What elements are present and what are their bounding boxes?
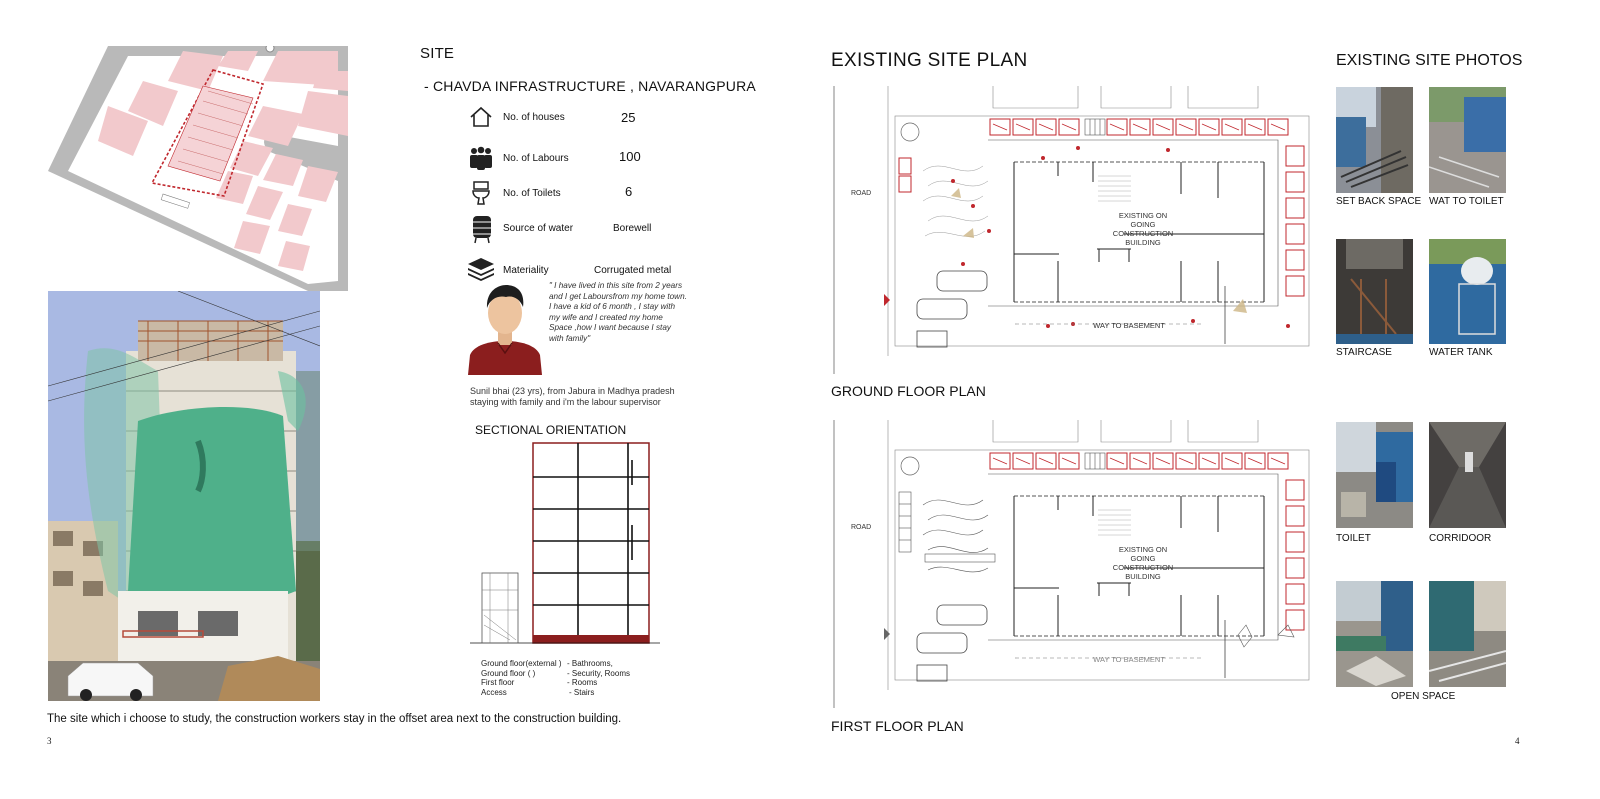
- basement-label: WAY TO BASEMENT: [1093, 321, 1165, 330]
- sectional-diagram: [470, 440, 660, 646]
- first-floor-plan: [833, 420, 1311, 710]
- stat-label: No. of houses: [503, 112, 565, 123]
- site-stats: [465, 104, 695, 284]
- stat-value: Borewell: [613, 223, 652, 234]
- legend-floor: First floor: [481, 678, 515, 688]
- photo-toilet: [1336, 422, 1413, 528]
- site-context-map: [48, 46, 348, 291]
- building-label: GOING: [1130, 220, 1156, 229]
- photo-caption: WATER TANK: [1429, 347, 1493, 358]
- page-caption: The site which i choose to study, the construction workers stay in the offset area next to the construction building.: [47, 713, 622, 725]
- building-label: BUILDING: [1125, 572, 1161, 581]
- building-label: BUILDING: [1125, 238, 1161, 247]
- stat-value: 100: [619, 149, 641, 164]
- photo-corridor: [1429, 422, 1506, 528]
- quote-line: I have a kid of 6 month , I stay with: [549, 302, 676, 311]
- photo-set-back-space: [1336, 87, 1413, 193]
- photo-caption: CORRIDOOR: [1429, 533, 1492, 544]
- stat-label: No. of Labours: [503, 153, 569, 164]
- photo-caption: STAIRCASE: [1336, 347, 1392, 358]
- stat-value: Corrugated metal: [594, 265, 672, 276]
- legend-use: - Security, Rooms: [567, 668, 630, 678]
- photo-caption: WAT TO TOILET: [1429, 196, 1504, 207]
- quote-line: with family": [549, 333, 591, 343]
- quote-line: my wife and I created my home: [549, 312, 663, 322]
- legend-use: - Bathrooms,: [567, 659, 613, 668]
- legend-use: - Stairs: [569, 687, 595, 697]
- stat-value: 25: [621, 110, 636, 125]
- caption-line: staying with family and i'm the labour supervisor: [470, 397, 661, 407]
- layers-icon: [466, 256, 496, 282]
- road-label: ROAD: [851, 524, 872, 531]
- photo-way-to-toilet: [1429, 87, 1506, 193]
- quote-line: Space ,how I want because I stay: [549, 323, 671, 332]
- photo-caption: TOILET: [1336, 533, 1371, 544]
- ground-floor-caption: GROUND FLOOR PLAN: [831, 383, 986, 399]
- page-number-right: 4: [1515, 736, 1520, 746]
- site-name: - CHAVDA INFRASTRUCTURE , NAVARANGPURA: [424, 78, 756, 94]
- supervisor-caption: [470, 386, 675, 408]
- stat-label: Source of water: [503, 223, 574, 234]
- stat-label: No. of Toilets: [503, 188, 561, 199]
- toilet-icon: [471, 180, 491, 206]
- caption-line: Sunil bhai (23 yrs), from Jabura in Madhya pradesh: [470, 386, 675, 396]
- photo-staircase: [1336, 239, 1413, 344]
- page-number-left: 3: [47, 736, 52, 746]
- water-tank-icon: [471, 214, 493, 244]
- photo-open-space-1: [1336, 581, 1413, 687]
- road-label: ROAD: [851, 190, 872, 197]
- stat-value: 6: [625, 184, 633, 199]
- site-photos-title: EXISTING SITE PHOTOS: [1336, 52, 1523, 69]
- site-plan-title: EXISTING SITE PLAN: [831, 50, 1028, 71]
- building-label: EXISTING ON: [1118, 545, 1168, 554]
- photo-caption: SET BACK SPACE: [1336, 196, 1422, 207]
- quote-line: " I have lived in this site from 2 years: [549, 281, 683, 290]
- legend-floor: Access: [481, 687, 507, 697]
- supervisor-quote: [549, 281, 709, 344]
- site-label: SITE: [420, 45, 455, 62]
- building-label: GOING: [1130, 554, 1156, 563]
- legend-floor: Ground floor ( ): [481, 668, 536, 678]
- basement-label: WAY TO BASEMENT: [1093, 655, 1165, 664]
- building-label: CONSTRUCTION: [1112, 563, 1174, 572]
- building-label: EXISTING ON: [1118, 211, 1168, 220]
- quote-line: and I get Laboursfrom my home town.: [549, 291, 687, 301]
- labour-supervisor-portrait: [468, 283, 542, 375]
- first-floor-caption: FIRST FLOOR PLAN: [831, 718, 964, 734]
- photo-open-space-2: [1429, 581, 1506, 687]
- sectional-title: SECTIONAL ORIENTATION: [475, 423, 627, 437]
- stat-label: Materiality: [503, 265, 549, 276]
- building-label: CONSTRUCTION: [1112, 229, 1174, 238]
- legend-floor: Ground floor(external ): [481, 659, 562, 668]
- legend-use: - Rooms: [567, 678, 598, 688]
- photo-water-tank: [1429, 239, 1506, 344]
- labours-icon: [468, 146, 494, 172]
- ground-floor-plan: [833, 86, 1311, 376]
- house-icon: [469, 106, 493, 128]
- building-photo: [48, 291, 320, 701]
- photo-caption: OPEN SPACE: [1391, 691, 1456, 702]
